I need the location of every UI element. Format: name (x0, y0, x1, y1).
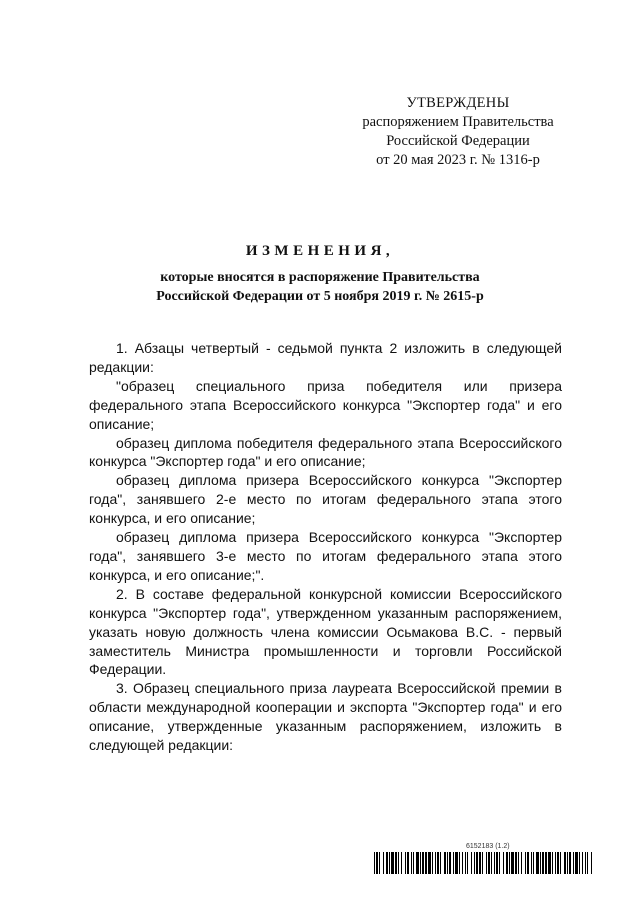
barcode-bar (425, 852, 427, 874)
barcode-bar (432, 852, 433, 874)
barcode-bar (437, 852, 439, 874)
document-heading (80, 241, 560, 306)
barcode-bar (376, 852, 378, 874)
barcode-bar (533, 852, 534, 874)
barcode-bar (494, 852, 495, 874)
barcode-bar (509, 852, 510, 874)
barcode-bar (465, 852, 466, 874)
barcode-bar (449, 852, 451, 874)
barcode-bar (521, 852, 522, 874)
barcode-bar (405, 852, 406, 874)
barcode-bar (386, 852, 388, 874)
barcode-bar (591, 852, 592, 874)
barcode-bar (518, 852, 519, 874)
barcode-bar (467, 852, 468, 874)
barcode-bar (557, 852, 559, 874)
barcode-bar (459, 852, 460, 874)
barcode-bar (462, 852, 463, 874)
barcode-bar (398, 852, 399, 874)
barcode-bar (435, 852, 436, 874)
document-body (89, 339, 562, 755)
barcode-bar (444, 852, 446, 874)
barcode-bar (552, 852, 553, 874)
barcode-bar (506, 852, 508, 874)
barcode-bar (374, 852, 375, 874)
barcode-number: 6152183 (1.2) (466, 843, 510, 850)
barcode-bar (564, 852, 566, 874)
barcode-bar (488, 852, 490, 874)
barcode-bar (413, 852, 414, 874)
approval-line: Российской Федерации (386, 133, 530, 149)
barcode-bar (476, 852, 478, 874)
barcode-bar (536, 852, 539, 874)
barcode-bar (540, 852, 541, 874)
barcode-bar (515, 852, 517, 874)
barcode-bar (474, 852, 475, 874)
barcode-bar (428, 852, 431, 874)
barcode-bar (579, 852, 580, 874)
barcode-bar (401, 852, 402, 874)
barcode-bar (471, 852, 472, 874)
barcode-bar (379, 852, 380, 874)
barcode-bar (582, 852, 583, 874)
barcode-bar (383, 852, 384, 874)
barcode-image (374, 852, 594, 874)
barcode-bar (491, 852, 492, 874)
body-paragraph: образец диплома призера Всероссийского конкурса "Экспортер года", занявшего 2-е место по итогам федерального этапа этого конкурса, и его описание; (89, 472, 562, 527)
barcode-bar (585, 852, 586, 874)
barcode-bar (525, 852, 526, 874)
barcode-bar (455, 852, 458, 874)
barcode-bar (407, 852, 409, 874)
barcode-bar (440, 852, 441, 874)
barcode-bar (569, 852, 571, 874)
barcode-bar (416, 852, 419, 874)
barcode-bar (555, 852, 556, 874)
barcode-bar (545, 852, 547, 874)
approval-date-line: от 20 мая 2023 г. № 1316-р (376, 152, 540, 168)
barcode-bar (422, 852, 424, 874)
barcode-bar (391, 852, 394, 874)
approval-heading: УТВЕРЖДЕНЫ (406, 95, 510, 111)
barcode-bar (503, 852, 504, 874)
body-paragraph: 2. В составе федеральной конкурсной комиссии Всероссийского конкурса "Экспортер года", утвержденном указанным распоряжением, указать новую должность члена комиссии Осьмакова В.С. - первый заместитель Министра промышленности и торговли Российской Федерации. (89, 585, 562, 678)
barcode-bar (527, 852, 529, 874)
barcode-bar (482, 852, 483, 874)
barcode-bar (395, 852, 397, 874)
barcode-bar (453, 852, 454, 874)
barcode-bar (389, 852, 390, 874)
approval-line: распоряжением Правительства (362, 114, 554, 130)
barcode-bar (542, 852, 544, 874)
barcode-bar (499, 852, 500, 874)
barcode-bar (567, 852, 568, 874)
body-paragraph: "образец специального приза победителя или призера федерального этапа Всероссийского конкурса "Экспортер года" и его описание; (89, 377, 562, 432)
barcode-bar (479, 852, 481, 874)
barcode-bar (573, 852, 574, 874)
document-subtitle: Российской Федерации от 5 ноября 2019 г. № 2615-р (156, 289, 484, 304)
barcode-bar (587, 852, 588, 874)
barcode-bar (486, 852, 487, 874)
barcode-bar (447, 852, 448, 874)
barcode-bar (420, 852, 421, 874)
barcode-bar (531, 852, 532, 874)
barcode-bar (575, 852, 578, 874)
body-paragraph: 1. Абзацы четвертый - седьмой пункта 2 изложить в следующей редакции: (89, 340, 562, 375)
barcode-bar (548, 852, 551, 874)
body-paragraph: образец диплома победителя федерального этапа Всероссийского конкурса "Экспортер года" и его описание; (89, 434, 562, 470)
barcode-bar (560, 852, 561, 874)
document-title: ИЗМЕНЕНИЯ, (245, 243, 395, 259)
barcode-bar (411, 852, 412, 874)
barcode-bar (496, 852, 498, 874)
body-paragraph: образец диплома призера Всероссийского конкурса "Экспортер года", занявшего 3-е место по итогам федерального этапа этого конкурса, и его описание;". (89, 529, 562, 583)
approval-stamp (340, 94, 576, 170)
barcode-bar (511, 852, 514, 874)
body-paragraph: 3. Образец специального приза лауреата Всероссийской премии в области международной кооперации и экспорта "Экспортер года" и его описание, утвержденные указанным распоряжением, изложить в следующей редакции: (89, 680, 562, 754)
document-subtitle: которые вносятся в распоряжение Правительства (160, 270, 480, 285)
